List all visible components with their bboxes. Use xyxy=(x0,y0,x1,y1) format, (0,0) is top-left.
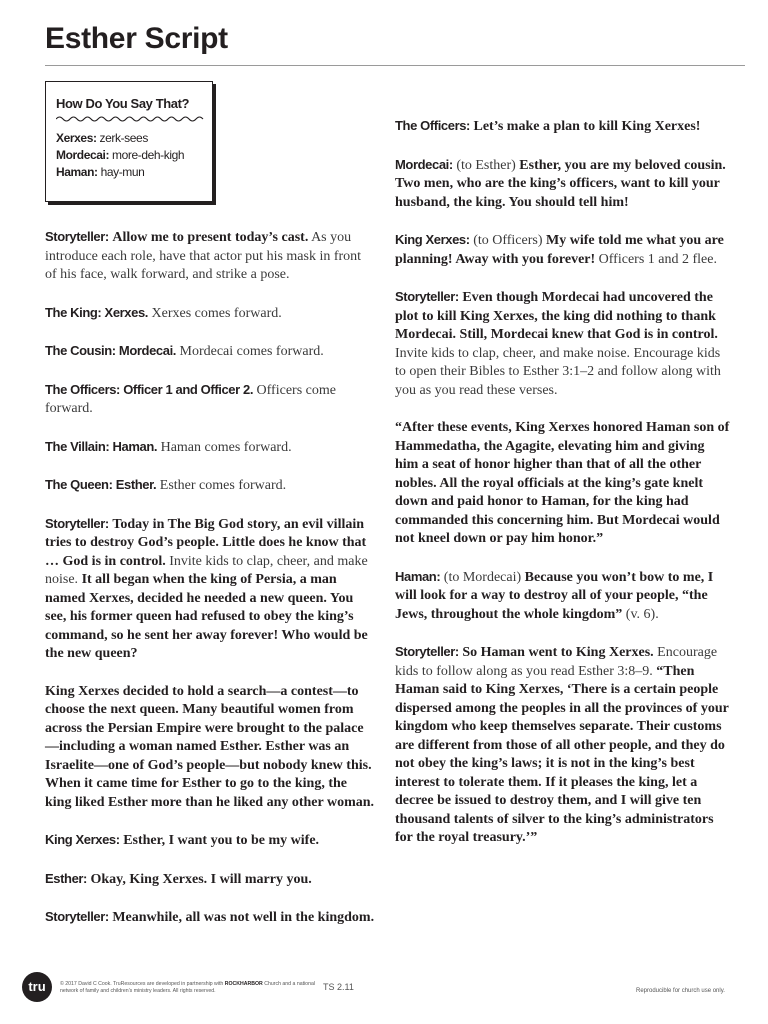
page-number: TS 2.11 xyxy=(323,982,354,992)
pronunciation-haman: Haman: hay-mun xyxy=(56,165,145,179)
narration-paragraph: King Xerxes decided to hold a search—a contest—to choose the next queen. Many beautiful women from across the Persian Empire were brought to the palace—including a woman named Esther. Esther was an Israelite—one of God’s people—but nobody knew this. When it came time for Esther to go to the king, the king liked Esther more than he liked any other woman. xyxy=(45,683,375,810)
pronunciation-heading: How Do You Say That? xyxy=(56,96,190,111)
page-title: Esther Script xyxy=(45,22,228,55)
wavy-divider xyxy=(56,115,204,123)
cast-officers: The Officers: Officer 1 and Officer 2. Officers come forward. xyxy=(45,381,336,416)
pronunciation-box xyxy=(45,81,213,202)
cast-cousin: The Cousin: Mordecai. Mordecai comes forward. xyxy=(45,343,324,359)
cast-king: The King: Xerxes. Xerxes comes forward. xyxy=(45,304,282,321)
script-paragraph: Storyteller: So Haman went to King Xerxes. Encourage kids to follow along as you read Esther 3:8–9. “Then Haman said to King Xerxes, ‘There is a certain people dispersed among the peoples in all the provinces of your kingdom who keep themselves separate. Their customs are different from those of all other people, and they do not obey the king’s laws; it is not in the king’s best interest to tolerate them. If it pleases the king, let a decree be issued to destroy them, and I will give ten thousand talents of silver to the king’s administrators for the royal treasury.’” xyxy=(395,644,729,845)
cast-queen: The Queen: Esther. Esther comes forward. xyxy=(45,477,287,493)
script-line: Haman: (to Mordecai) Because you won’t bow to me, I will look for a way to destroy all of your people, “the Jews, throughout the whole kingdom” (v. 6). xyxy=(395,568,714,622)
scripture-quote: “After these events, King Xerxes honored Haman son of Hammedatha, the Agagite, elevating him and giving him a seat of honor higher than that of all the other nobles. All the royal officials at the king’s gate knelt down and paid honor to Haman, for the king had commanded this concerning him. But Mordecai would not kneel down or pay him honor.” xyxy=(395,420,730,546)
left-column xyxy=(45,228,375,947)
script-line: Esther: Okay, King Xerxes. I will marry you. xyxy=(45,870,312,887)
footer-copyright: © 2017 David C Cook. TruResources are developed in partnership with ROCKHARBOR Church and a national network of family and children’s ministry leaders. All rights reserved. xyxy=(60,981,315,994)
script-line: The Officers: Let’s make a plan to kill King Xerxes! xyxy=(395,118,701,134)
script-line: Storyteller: Meanwhile, all was not well in the kingdom. xyxy=(45,909,375,925)
script-line: King Xerxes: (to Officers) My wife told me what you are planning! Away with you forever! Officers 1 and 2 flee. xyxy=(395,232,724,267)
cast-villain: The Villain: Haman. Haman comes forward. xyxy=(45,438,292,455)
title-divider xyxy=(45,65,745,66)
script-line: Mordecai: (to Esther) Esther, you are my beloved cousin. Two men, who are the king’s officers, want to kill your husband, the king. You should tell him! xyxy=(395,156,726,210)
reproducible-note: Reproducible for church use only. xyxy=(636,988,725,994)
script-line: King Xerxes: Esther, I want you to be my wife. xyxy=(45,832,320,848)
right-column xyxy=(395,117,730,867)
script-paragraph: Storyteller: Today in The Big God story, an evil villain tries to destroy God’s people. Little does he know that … God is in control. Invite kids to clap, cheer, and make noise. It all began when the king of Persia, a man named Xerxes, decided he needed a new queen. You see, his former queen had refused to obey the king’s command, so he sent her away forever! Who would be the new queen? xyxy=(45,515,368,661)
script-paragraph: Storyteller: Even though Mordecai had uncovered the plot to kill King Xerxes, the king did nothing to thank Mordecai. Still, Mordecai knew that God is in control. Invite kids to clap, cheer, and make noise. Encourage kids to open their Bibles to Esther 3:1–2 and follow along with you as you read these verses. xyxy=(395,289,721,398)
script-paragraph: Storyteller: Allow me to present today’s cast. As you introduce each role, have that actor put his mask in front of his face, walk forward, and strike a pose. xyxy=(45,229,362,282)
pronunciation-mordecai: Mordecai: more-deh-kigh xyxy=(56,148,185,162)
pronunciation-xerxes: Xerxes: zerk-sees xyxy=(56,131,148,145)
tru-logo: tru xyxy=(22,972,52,1002)
